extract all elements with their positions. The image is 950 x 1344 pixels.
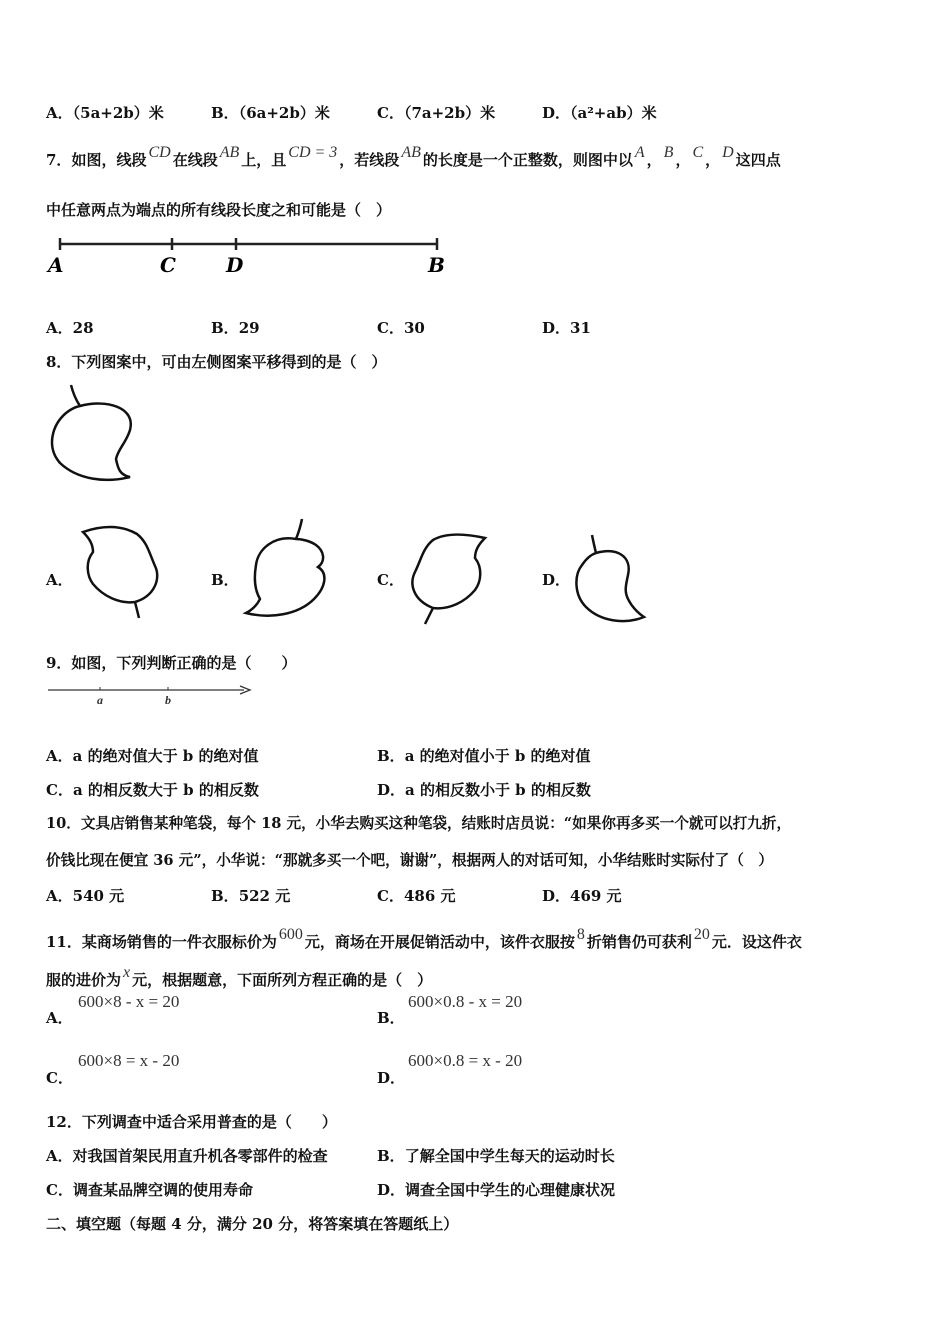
q11-option-d-equation: 600×0.8 = x - 20 [408, 1051, 523, 1070]
q9-point-b: b [165, 693, 171, 707]
q11-option-b-equation: 600×0.8 - x = 20 [408, 992, 523, 1011]
q8-option-a-leaf [75, 522, 165, 622]
q9-point-a: a [97, 693, 103, 707]
q10-stem-line1: 10．文具店销售某种笔袋，每个 18 元，小华去购买这种笔袋，结账时店员说：“如果你再多买一个就可以打九折， [46, 815, 792, 832]
q8-option-b-leaf [240, 515, 335, 625]
q9-option-b: B．a 的绝对值小于 b 的绝对值 [377, 747, 591, 765]
q12-option-a: A．对我国首架民用直升机各零部件的检查 [46, 1147, 328, 1165]
q10-stem-line2: 价钱比现在便宜 36 元”，小华说：“那就多买一个吧，谢谢”，根据两人的对话可知，小华结账时实际付了（ ） [46, 852, 773, 869]
q10-option-c: C．486 元 [377, 887, 456, 905]
q12-option-c: C．调查某品牌空调的使用寿命 [46, 1181, 253, 1199]
q7-option-c: C．30 [377, 319, 425, 337]
q7-point-b: B [428, 253, 445, 277]
q9-option-d: D．a 的相反数小于 b 的相反数 [377, 781, 591, 799]
q7-point-c: C [160, 253, 176, 277]
q12-option-b: B．了解全国中学生每天的运动时长 [377, 1147, 615, 1165]
q8-stem: 8．下列图案中，可由左侧图案平移得到的是（ ） [46, 353, 387, 371]
q6-option-c: C．（7a+2b）米 [377, 104, 496, 122]
q9-number-line [46, 682, 256, 712]
q12-option-d: D．调查全国中学生的心理健康状况 [377, 1181, 616, 1199]
q11-stem-line1: 11．某商场销售的一件衣服标价为 600 元，商场在开展促销活动中，该件衣服按 8 折销售仍可获利 20 元．设这件衣 [46, 926, 802, 951]
q7-stem-line2: 中任意两点为端点的所有线段长度之和可能是（ ） [46, 201, 392, 219]
q8-original-leaf [46, 385, 146, 490]
q11-option-a-label: A． [46, 1009, 73, 1027]
q8-option-d-leaf [570, 535, 650, 625]
q11-stem-line2: 服的进价为 x 元，根据题意，下面所列方程正确的是（ ） [46, 964, 433, 989]
q11-option-d-label: D． [377, 1069, 406, 1087]
q7-option-d: D．31 [542, 319, 591, 337]
q6-option-b: B．（6a+2b）米 [211, 104, 330, 122]
q6-option-a: A．（5a+2b）米 [46, 104, 164, 122]
q8-option-c-label: C． [377, 571, 404, 589]
q8-option-a-label: A． [46, 571, 73, 589]
q9-option-a: A．a 的绝对值大于 b 的绝对值 [46, 747, 259, 765]
q11-option-a-equation: 600×8 - x = 20 [78, 992, 180, 1011]
q7-segment-figure [46, 232, 456, 280]
q9-option-c: C．a 的相反数大于 b 的相反数 [46, 781, 259, 799]
q10-option-a: A．540 元 [46, 887, 125, 905]
q11-option-b-label: B． [377, 1009, 405, 1027]
q8-option-c-leaf [405, 528, 500, 628]
q6-option-d: D．（a²+ab）米 [542, 104, 657, 122]
section-2-title: 二、填空题（每题 4 分，满分 20 分，将答案填在答题纸上） [46, 1215, 459, 1233]
q8-option-d-label: D． [542, 571, 571, 589]
q8-option-b-label: B． [211, 571, 239, 589]
q7-point-d: D [226, 253, 244, 277]
q7-stem-line1: 7．如图，线段 CD 在线段 AB 上，且 CD = 3 ，若线段 AB 的长度是一个正整数，则图中以 A ， B ， C ， D 这四点 [46, 144, 781, 169]
q7-option-a: A．28 [46, 319, 94, 337]
q10-option-d: D．469 元 [542, 887, 622, 905]
q11-option-c-equation: 600×8 = x - 20 [78, 1051, 180, 1070]
q9-stem: 9．如图，下列判断正确的是（ ） [46, 654, 297, 672]
q12-stem: 12．下列调查中适合采用普查的是（ ） [46, 1113, 337, 1131]
q7-point-a: A [48, 253, 64, 277]
q11-option-c-label: C． [46, 1069, 73, 1087]
q10-option-b: B．522 元 [211, 887, 291, 905]
q7-option-b: B．29 [211, 319, 260, 337]
